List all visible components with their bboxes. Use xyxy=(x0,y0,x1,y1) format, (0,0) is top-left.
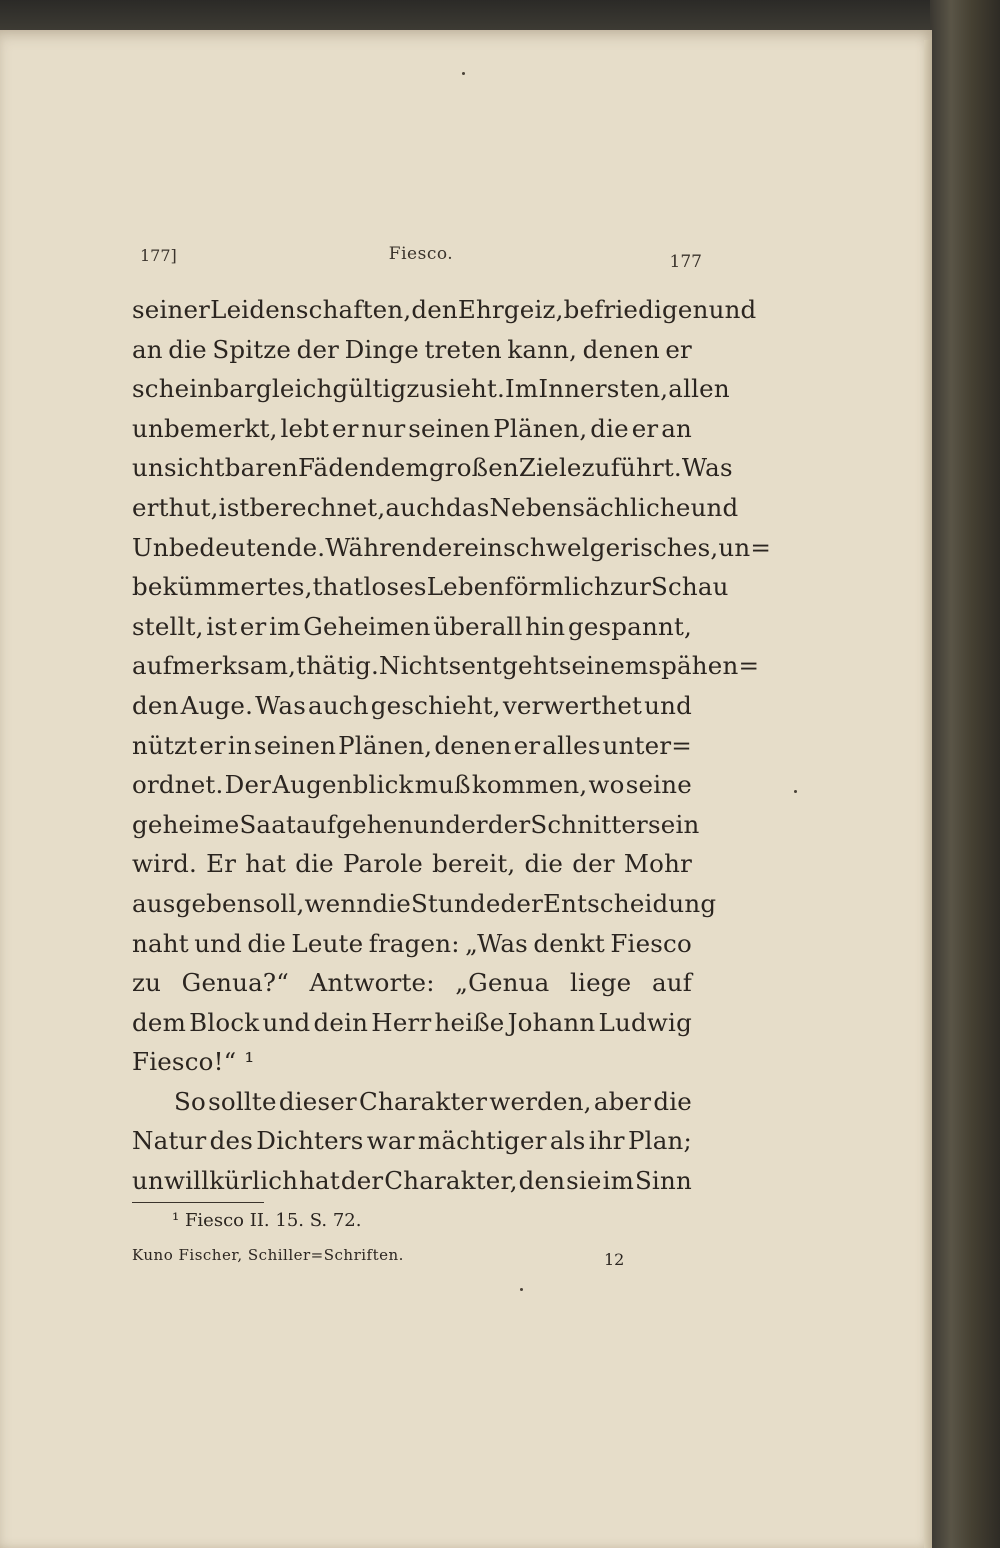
text-line: So sollte dieser Charakter werden, aber die xyxy=(174,1086,692,1116)
signature-line: Kuno Fischer, Schiller=Schriften. xyxy=(132,1246,404,1264)
page-number: 177 xyxy=(669,252,702,272)
text-line: Unbedeutende. Während er ein schwelgerisches, un= xyxy=(132,532,772,562)
sheet-number: 12 xyxy=(604,1250,625,1269)
footnote-rule xyxy=(132,1202,264,1203)
text-line: unbemerkt, lebt er nur seinen Plänen, die er an xyxy=(132,413,692,443)
text-line: ausgeben soll, wenn die Stunde der Entscheidung xyxy=(132,888,717,918)
text-line: aufmerksam, thätig. Nichts entgeht seinem spähen= xyxy=(132,651,760,681)
text-line: wird. Er hat die Parole bereit, die der Mohr xyxy=(132,849,692,879)
footnote: ¹ Fiesco II. 15. S. 72. xyxy=(172,1210,362,1231)
text-line: er thut, ist berechnet, auch das Nebensächliche und xyxy=(132,492,739,522)
text-line: Fiesco!“ ¹ xyxy=(132,1047,255,1077)
text-line: unsichtbaren Fäden dem großen Ziele zuführt. Was xyxy=(132,453,733,483)
paper-speck xyxy=(520,1288,523,1291)
text-line: scheinbar gleichgültig zusieht. Im Innersten, allen xyxy=(132,374,730,404)
text-line: zu Genua?“ Antworte: „Genua liege auf xyxy=(132,968,692,998)
running-head-left: 177] xyxy=(140,246,177,265)
text-line: stellt, ist er im Geheimen überall hin gespannt, xyxy=(132,611,692,641)
running-head xyxy=(140,242,702,272)
text-line: unwillkürlich hat der Charakter, den sie im Sinn xyxy=(132,1166,692,1196)
text-line: bekümmertes, thatloses Leben förmlich zur Schau xyxy=(132,572,729,602)
book-cover-right-edge xyxy=(930,0,1000,1548)
text-line: dem Block und dein Herr heiße Johann Ludwig xyxy=(132,1007,692,1037)
text-line: den Auge. Was auch geschieht, verwerthet und xyxy=(132,690,692,720)
text-line: geheime Saat aufgehen und er der Schnitter sein xyxy=(132,809,700,839)
paper-speck xyxy=(794,790,797,793)
body-text xyxy=(132,290,772,1201)
running-head-title: Fiesco. xyxy=(388,244,454,264)
text-line: Natur des Dichters war mächtiger als ihr Plan; xyxy=(132,1126,692,1156)
text-line: seiner Leidenschaften, den Ehrgeiz, befriedigen und xyxy=(132,295,757,324)
text-line: an die Spitze der Dinge treten kann, denen er xyxy=(132,334,692,364)
text-line: nützt er in seinen Plänen, denen er alles unter= xyxy=(132,730,692,760)
text-line: naht und die Leute fragen: „Was denkt Fiesco xyxy=(132,928,692,958)
page-edge-shadow xyxy=(924,40,932,1548)
paper-speck xyxy=(462,72,465,75)
text-line: ordnet. Der Augenblick muß kommen, wo seine xyxy=(132,770,692,800)
